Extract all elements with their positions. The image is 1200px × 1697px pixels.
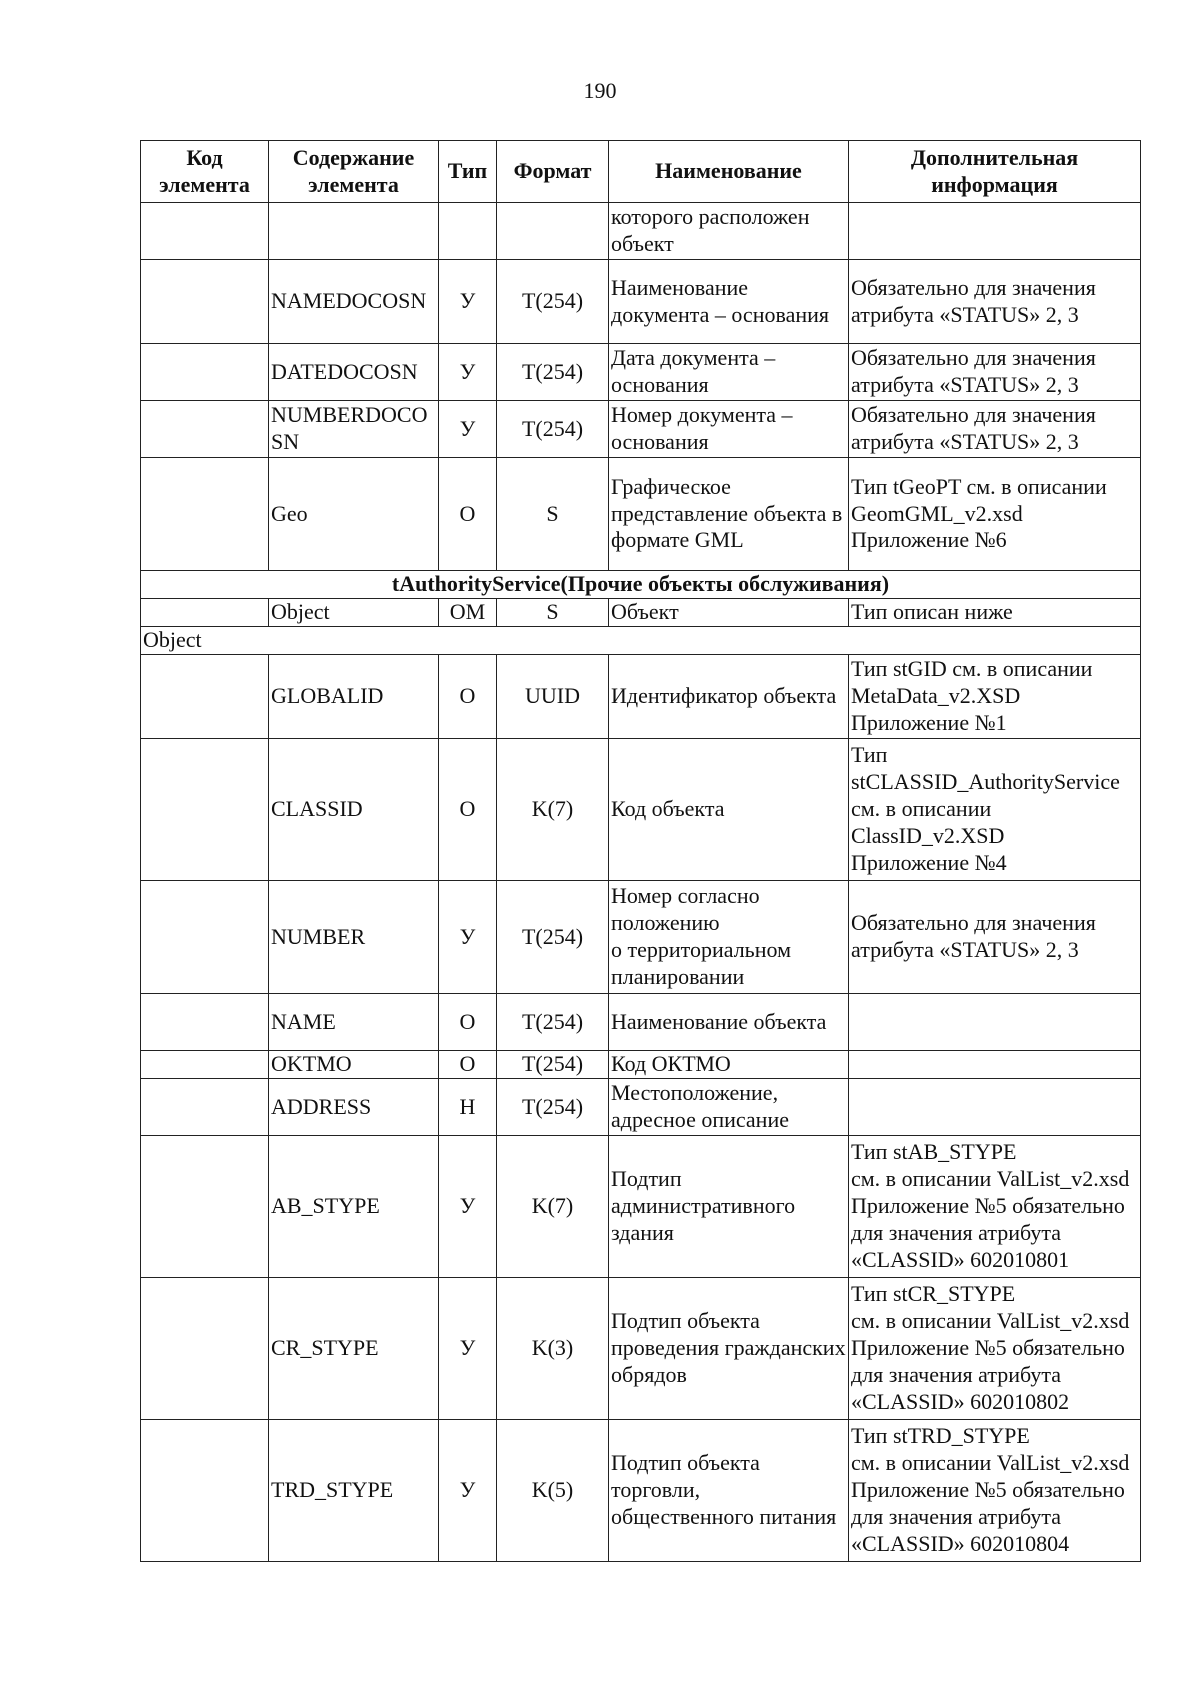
cell-info [849, 1079, 1141, 1136]
cell-name: Подтип административного здания [609, 1136, 849, 1278]
object-label: Object [141, 627, 1141, 655]
cell-content: ADDRESS [269, 1079, 439, 1136]
header-info: Дополнительная информация [849, 141, 1141, 203]
table-row [141, 881, 1141, 994]
header-type: Тип [439, 141, 497, 203]
table-row [141, 344, 1141, 401]
cell-code [141, 994, 269, 1051]
cell-name: Код ОКТМО [609, 1051, 849, 1079]
cell-type: У [439, 344, 497, 401]
cell-name: Код объекта [609, 739, 849, 881]
header-row [141, 141, 1141, 203]
cell-info [849, 994, 1141, 1051]
cell-info [849, 203, 1141, 260]
cell-type: У [439, 401, 497, 458]
cell-code [141, 1136, 269, 1278]
cell-info: Обязательно для значения атрибута «STATUS» 2, 3 [849, 344, 1141, 401]
table-row [141, 655, 1141, 739]
cell-code [141, 1079, 269, 1136]
cell-info: Тип описан ниже [849, 599, 1141, 627]
cell-content: Geo [269, 458, 439, 571]
cell-code [141, 458, 269, 571]
cell-format: T(254) [497, 994, 609, 1051]
table-row [141, 203, 1141, 260]
header-format: Формат [497, 141, 609, 203]
cell-content [269, 203, 439, 260]
cell-format: S [497, 458, 609, 571]
object-label-row [141, 627, 1141, 655]
cell-type: О [439, 994, 497, 1051]
cell-content: TRD_STYPE [269, 1420, 439, 1562]
table-row [141, 458, 1141, 571]
cell-name: Подтип объекта проведения гражданских обрядов [609, 1278, 849, 1420]
cell-type: ОМ [439, 599, 497, 627]
table-row [141, 1420, 1141, 1562]
table-row [141, 994, 1141, 1051]
page-number: 190 [583, 78, 617, 103]
section-title: tAuthorityService(Прочие объекты обслуживания) [141, 571, 1141, 599]
cell-content: GLOBALID [269, 655, 439, 739]
cell-type: У [439, 260, 497, 344]
cell-name: Наименование объекта [609, 994, 849, 1051]
cell-name: Подтип объекта торговли, общественного питания [609, 1420, 849, 1562]
cell-info: Обязательно для значения атрибута «STATUS» 2, 3 [849, 260, 1141, 344]
cell-code [141, 401, 269, 458]
cell-code [141, 599, 269, 627]
cell-code [141, 1278, 269, 1420]
cell-type: У [439, 1136, 497, 1278]
table-row [141, 739, 1141, 881]
cell-name: Номер согласно положению о территориальном планировании [609, 881, 849, 994]
table-row [141, 1051, 1141, 1079]
cell-info: Тип stGID см. в описании MetaData_v2.XSD Приложение №1 [849, 655, 1141, 739]
header-code: Код элемента [141, 141, 269, 203]
cell-content: CR_STYPE [269, 1278, 439, 1420]
cell-format: T(254) [497, 1051, 609, 1079]
cell-format: T(254) [497, 881, 609, 994]
object-row [141, 599, 1141, 627]
cell-content: NAME [269, 994, 439, 1051]
table-row [141, 1136, 1141, 1278]
cell-info: Тип stAB_STYPE см. в описании ValList_v2.xsd Приложение №5 обязательно для значения атрибута «CLASSID» 602010801 [849, 1136, 1141, 1278]
cell-type: О [439, 739, 497, 881]
cell-format: T(254) [497, 401, 609, 458]
section-row [141, 571, 1141, 599]
cell-info: Тип tGeoPT см. в описании GeomGML_v2.xsd Приложение №6 [849, 458, 1141, 571]
cell-format: T(254) [497, 344, 609, 401]
cell-format: UUID [497, 655, 609, 739]
cell-code [141, 739, 269, 881]
header-content: Содержание элемента [269, 141, 439, 203]
cell-type: О [439, 458, 497, 571]
cell-content: Object [269, 599, 439, 627]
cell-content: NAMEDOCOSN [269, 260, 439, 344]
cell-code [141, 881, 269, 994]
cell-name: Объект [609, 599, 849, 627]
cell-name: Номер документа – основания [609, 401, 849, 458]
table-row [141, 401, 1141, 458]
cell-format: K(5) [497, 1420, 609, 1562]
cell-name: Дата документа – основания [609, 344, 849, 401]
cell-format: T(254) [497, 1079, 609, 1136]
table-row [141, 1278, 1141, 1420]
cell-code [141, 1420, 269, 1562]
cell-code [141, 344, 269, 401]
cell-code [141, 655, 269, 739]
cell-format: K(7) [497, 739, 609, 881]
table-row [141, 260, 1141, 344]
cell-name: Местоположение, адресное описание [609, 1079, 849, 1136]
cell-name: Графическое представление объекта в формате GML [609, 458, 849, 571]
cell-info: Тип stCLASSID_AuthorityService см. в описании ClassID_v2.XSD Приложение №4 [849, 739, 1141, 881]
cell-type: У [439, 1278, 497, 1420]
table-row [141, 1079, 1141, 1136]
cell-content: DATEDOCOSN [269, 344, 439, 401]
cell-type: У [439, 1420, 497, 1562]
cell-content: NUMBERDOCOSN [269, 401, 439, 458]
header-name: Наименование [609, 141, 849, 203]
cell-type: Н [439, 1079, 497, 1136]
cell-format [497, 203, 609, 260]
cell-type: У [439, 881, 497, 994]
cell-content: AB_STYPE [269, 1136, 439, 1278]
cell-info: Тип stCR_STYPE см. в описании ValList_v2.xsd Приложение №5 обязательно для значения атрибута «CLASSID» 602010802 [849, 1278, 1141, 1420]
cell-type: О [439, 1051, 497, 1079]
cell-format: T(254) [497, 260, 609, 344]
cell-type: О [439, 655, 497, 739]
cell-code [141, 260, 269, 344]
cell-content: CLASSID [269, 739, 439, 881]
cell-type [439, 203, 497, 260]
cell-content: OKTMO [269, 1051, 439, 1079]
cell-code [141, 203, 269, 260]
cell-info: Обязательно для значения атрибута «STATUS» 2, 3 [849, 881, 1141, 994]
cell-info [849, 1051, 1141, 1079]
cell-content: NUMBER [269, 881, 439, 994]
cell-format: K(7) [497, 1136, 609, 1278]
cell-info: Обязательно для значения атрибута «STATUS» 2, 3 [849, 401, 1141, 458]
cell-name: Идентификатор объекта [609, 655, 849, 739]
cell-format: S [497, 599, 609, 627]
cell-name: которого расположен объект [609, 203, 849, 260]
cell-info: Тип stTRD_STYPE см. в описании ValList_v2.xsd Приложение №5 обязательно для значения атрибута «CLASSID» 602010804 [849, 1420, 1141, 1562]
cell-code [141, 1051, 269, 1079]
cell-format: K(3) [497, 1278, 609, 1420]
cell-name: Наименование документа – основания [609, 260, 849, 344]
element-table [140, 140, 1141, 1562]
